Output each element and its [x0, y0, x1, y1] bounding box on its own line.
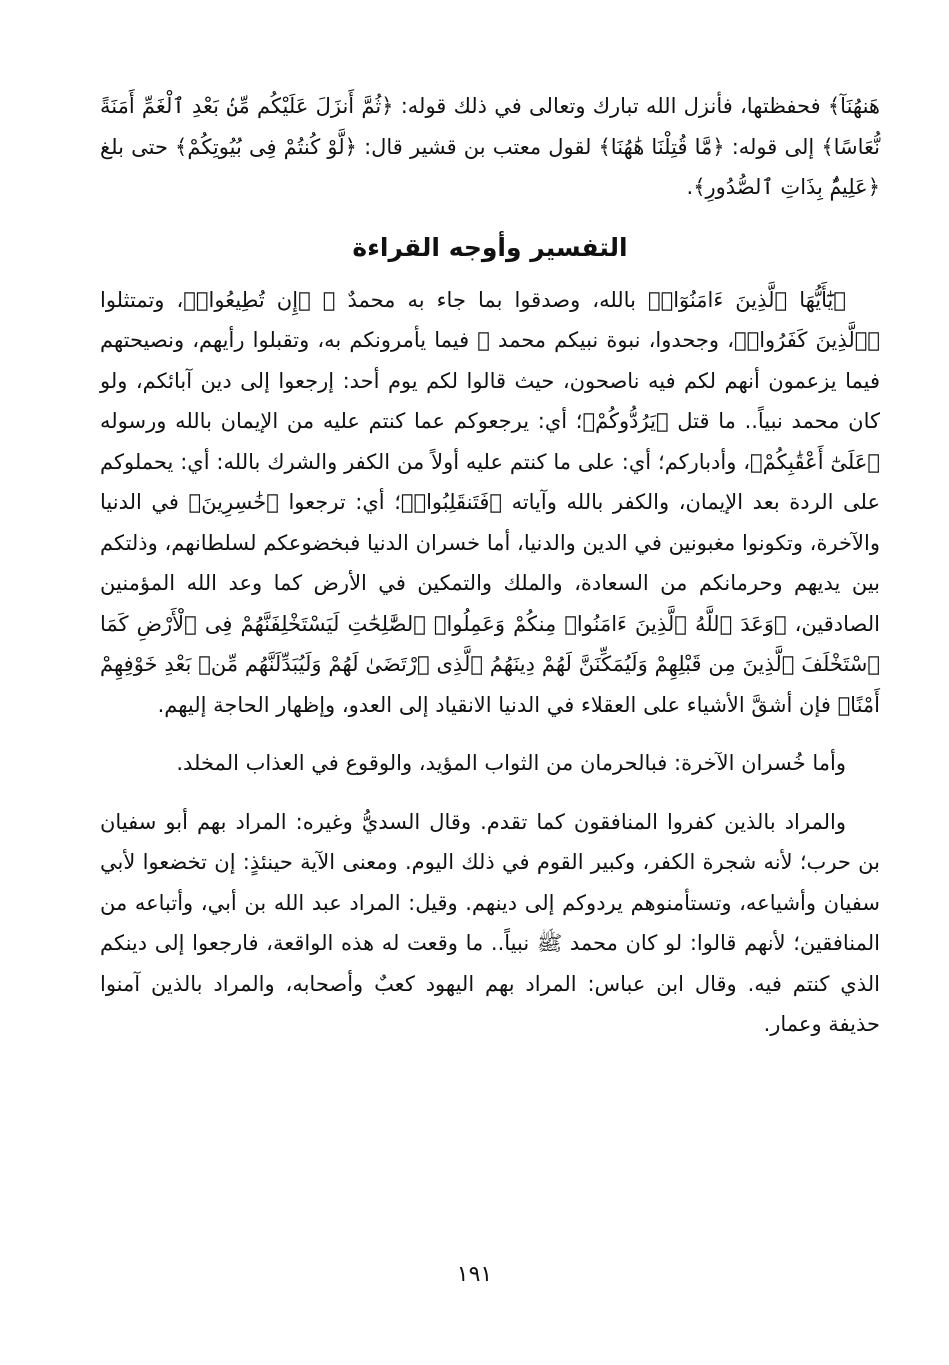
page-body	[100, 86, 880, 1045]
afterlife-paragraph: وأما خُسران الآخرة: فبالحرمان من الثواب المؤيد، والوقوع في العذاب المخلد.	[176, 751, 846, 775]
paragraph-gap	[100, 725, 880, 743]
paragraph-gap	[100, 784, 880, 802]
page-number: ١٩١	[456, 1262, 493, 1287]
main-paragraph: ﴿يَٰٓأَيُّهَا ٱلَّذِينَ ءَامَنُوٓا۟﴾ بالله، وصدقوا بما جاء به محمدٌ ﷺ ﴿إِن تُطِيعُوا۟﴾، وتمتثلوا ﴿ٱلَّذِينَ كَفَرُوا۟﴾، وجحدوا، نبوة نبيكم محمد ﷺ فيما يأمرونكم به، وتقبلوا رأيهم، ونصيحتهم فيما يزعمون أنهم لكم فيه ناصحون، حيث قالوا لكم يوم أحد: إرجعوا إلى دين آبائكم، ولو كان محمد نبياً.. ما قتل ﴿يَرُدُّوكُمْ﴾؛ أي: يرجعوكم عما كنتم عليه من الإيمان بالله ورسوله ﴿عَلَىٰٓ أَعْقَٰبِكُمْ﴾، وأدباركم؛ أي: على ما كنتم عليه أولاً من الكفر والشرك بالله: أي: يحملوكم على الردة بعد الإيمان، والكفر بالله وآياته ﴿فَتَنقَلِبُوا۟﴾؛ أي: ترجعوا ﴿خَٰسِرِينَ﴾ في الدنيا والآخرة، وتكونوا مغبونين في الدين والدنيا، أما خسران الدنيا فبخضوعكم لسلطانهم، وذلتكم بين يديهم وحرمانكم من السعادة، والملك والتمكين في الأرض كما وعد الله المؤمنين الصادقين، ﴿وَعَدَ ٱللَّهُ ٱلَّذِينَ ءَامَنُوا۟ مِنكُمْ وَعَمِلُوا۟ ٱلصَّٰلِحَٰتِ لَيَسْتَخْلِفَنَّهُمْ فِى ٱلْأَرْضِ كَمَا ٱسْتَخْلَفَ ٱلَّذِينَ مِن قَبْلِهِمْ وَلَيُمَكِّنَنَّ لَهُمْ دِينَهُمُ ٱلَّذِى ٱرْتَضَىٰ لَهُمْ وَلَيُبَدِّلَنَّهُم مِّنۢ بَعْدِ خَوْفِهِمْ أَمْنًا﴾ فإن أشقَّ الأشياء على العقلاء في الدنيا الانقياد إلى العدو، وإظهار الحاجة إليهم.	[100, 287, 880, 717]
meaning-paragraph: والمراد بالذين كفروا المنافقون كما تقدم. وقال السديُّ وغيره: المراد بهم أبو سفيان بن حرب؛ لأنه شجرة الكفر، وكبير القوم في ذلك اليوم. ومعنى الآية حينئذٍ: إن تخضعوا لأبي سفيان وأشياعه، وتستأمنوهم يردوكم إلى دينهم. وقيل: المراد عبد الله بن أبي، وأتباعه من المنافقين؛ لأنهم قالوا: لو كان محمد ﷺ نبياً.. ما وقعت له هذه الواقعة، فارجعوا إلى دينكم الذي كنتم فيه. وقال ابن عباس: المراد بهم اليهود كعبٌ وأصحابه، والمراد بالذين آمنوا حذيفة وعمار.	[100, 809, 880, 1036]
intro-paragraph: هَنهُنَآ﴾ فحفظتها، فأنزل الله تبارك وتعالى في ذلك قوله: ﴿ثُمَّ أَنزَلَ عَلَيْكُم مِّنۢ بَعْدِ ٱلْغَمِّ أَمَنَةً نُّعَاسًا﴾ إلى قوله: ﴿مَّا قُتِلْنَا هَٰهُنَا﴾ لقول معتب بن قشير قال: ﴿لَّوْ كُنتُمْ فِى بُيُوتِكُمْ﴾ حتى بلغ ﴿عَلِيمٌۢ بِذَاتِ ٱلصُّدُورِ﴾.	[100, 94, 880, 199]
section-title: التفسير وأوجه القراءة	[352, 232, 628, 262]
